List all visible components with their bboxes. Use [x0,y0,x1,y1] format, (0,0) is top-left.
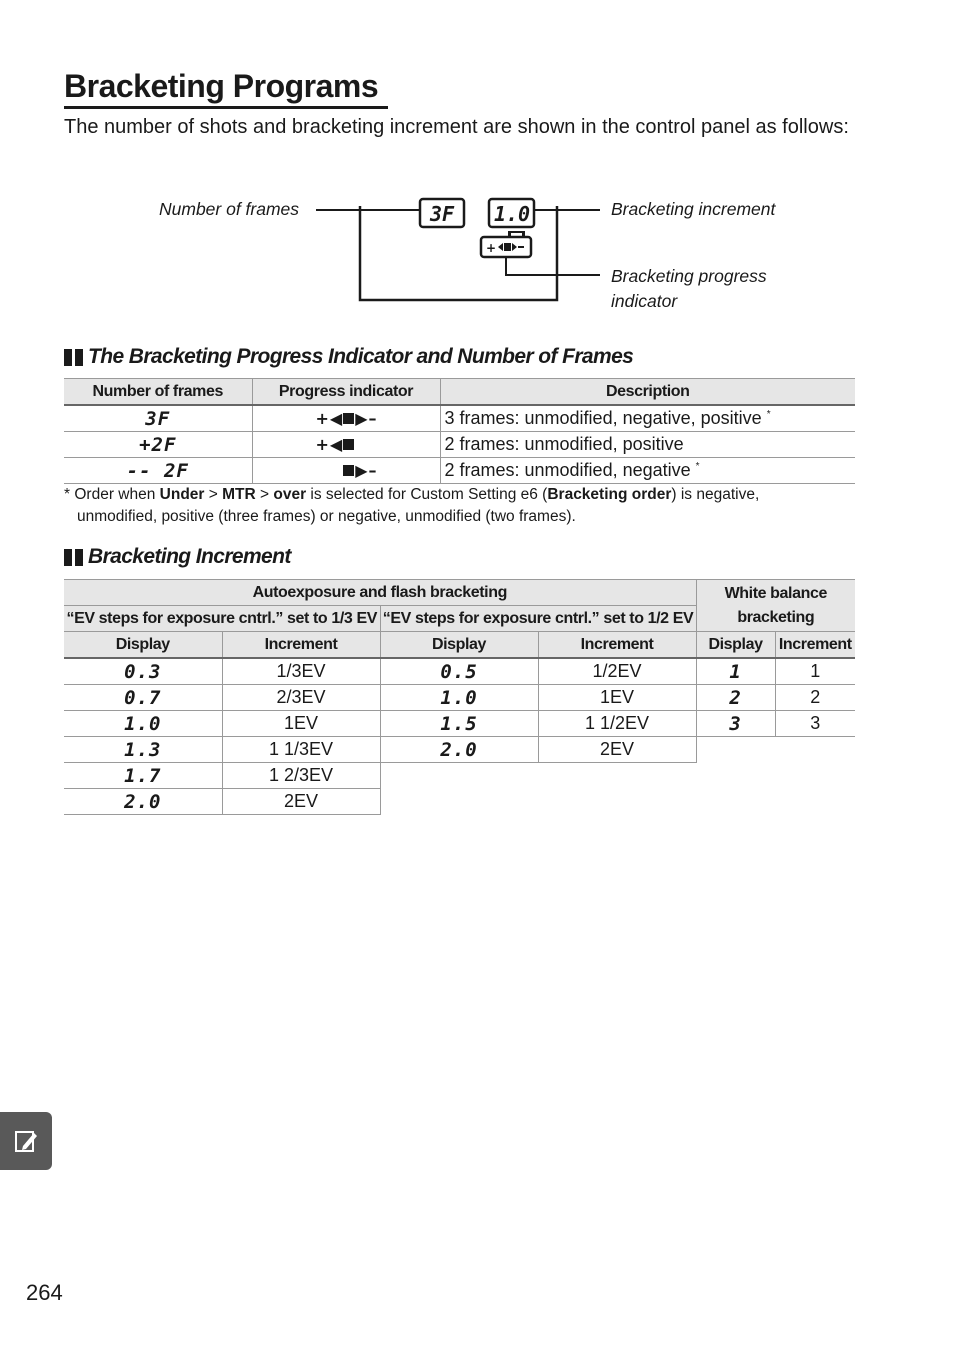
increment-value: 2EV [222,789,380,815]
page-number: 264 [26,1280,63,1305]
increment-value: 2/3EV [222,685,380,711]
lcd-display: -- 2F [126,459,189,482]
table-row [64,711,855,737]
lcd-display: 2 [729,686,742,709]
control-panel-diagram [0,190,954,320]
lcd-display: 0.7 [124,686,162,709]
table-row [64,432,855,458]
lcd-display: 2.0 [124,790,162,813]
bracketing-increment-table [64,579,855,815]
col-display: Display [64,632,222,659]
label-progress-line1: Bracketing progress [611,266,767,286]
label-bracketing-increment: Bracketing increment [611,199,776,219]
lcd-display: 2.0 [440,738,478,761]
lcd-frames-text: 3F [429,202,455,226]
progress-plus-minus-icon: + ◀ ▶ – [315,409,377,428]
increment-value: 2EV [538,737,696,763]
lcd-display: 1.0 [440,686,478,709]
lcd-display: 0.5 [440,660,478,683]
table-row [64,737,855,763]
section-marker-icon [64,549,83,566]
header-half-ev: “EV steps for exposure cntrl.” set to 1/2 EV [380,606,696,632]
increment-value: 1 1/3EV [222,737,380,763]
header-third-ev: “EV steps for exposure cntrl.” set to 1/3 EV [64,606,380,632]
progress-indicator-table [64,378,855,484]
row-description: 2 frames: unmodified, negative [444,460,691,480]
section-marker-icon [64,349,83,366]
label-number-of-frames: Number of frames [159,199,300,219]
increment-value: 1 2/3EV [222,763,380,789]
pencil-note-icon [13,1128,39,1154]
menu-section-tab [0,1112,52,1170]
header-white-balance: White balance bracketing [696,580,855,632]
increment-value: 1 1/2EV [538,711,696,737]
lcd-display: 0.3 [124,660,162,683]
lcd-increment-text: 1.0 [493,202,531,226]
col-increment: Increment [775,632,855,659]
svg-text:+: + [485,241,497,255]
progress-minus-icon: ▶ – [315,461,376,480]
lcd-display: 1.3 [124,738,162,761]
lcd-display: 1.7 [124,764,162,787]
col-progress-indicator: Progress indicator [252,379,440,406]
table-row [64,458,855,484]
intro-paragraph: The number of shots and bracketing increment are shown in the control panel as follows: [64,116,849,138]
label-progress-line2: indicator [611,291,678,311]
lcd-display: 1 [729,660,742,683]
col-display: Display [380,632,538,659]
table-row [64,685,855,711]
col-increment: Increment [538,632,696,659]
increment-value: 1 [775,658,855,685]
col-number-of-frames: Number of frames [64,379,252,406]
progress-plus-icon: + ◀ [315,435,376,454]
table-row [64,658,855,685]
lcd-display: 1.5 [440,712,478,735]
increment-value: 2 [775,685,855,711]
footnote-star: * [766,409,771,420]
col-description: Description [440,379,855,406]
row-description: 3 frames: unmodified, negative, positive [444,408,762,428]
increment-value: 1/2EV [538,658,696,685]
footnote: * Order when Under > MTR > over is selected for Custom Setting e6 (Bracketing order) is negative, unmodified, positive (three frames) or negative, unmodified (two frames). [64,486,760,525]
increment-value: 1/3EV [222,658,380,685]
section-title-increment: Bracketing Increment [64,543,291,571]
header-autoexposure: Autoexposure and flash bracketing [64,580,696,606]
col-increment: Increment [222,632,380,659]
lcd-display: 3F [145,407,171,430]
page-title: Bracketing Programs [64,66,388,109]
increment-value: 3 [775,711,855,737]
lcd-display: 3 [729,712,742,735]
increment-value: 1EV [222,711,380,737]
increment-value: 1EV [538,685,696,711]
lcd-display: 1.0 [124,712,162,735]
row-description: 2 frames: unmodified, positive [444,434,684,454]
table-row [64,405,855,432]
footnote-star: * [695,461,700,472]
table-row [64,763,855,789]
lcd-display: +2F [139,433,177,456]
col-display: Display [696,632,775,659]
section-title-progress: The Bracketing Progress Indicator and Number of Frames [64,343,633,371]
control-panel-figure [0,190,954,320]
table-row [64,789,855,815]
